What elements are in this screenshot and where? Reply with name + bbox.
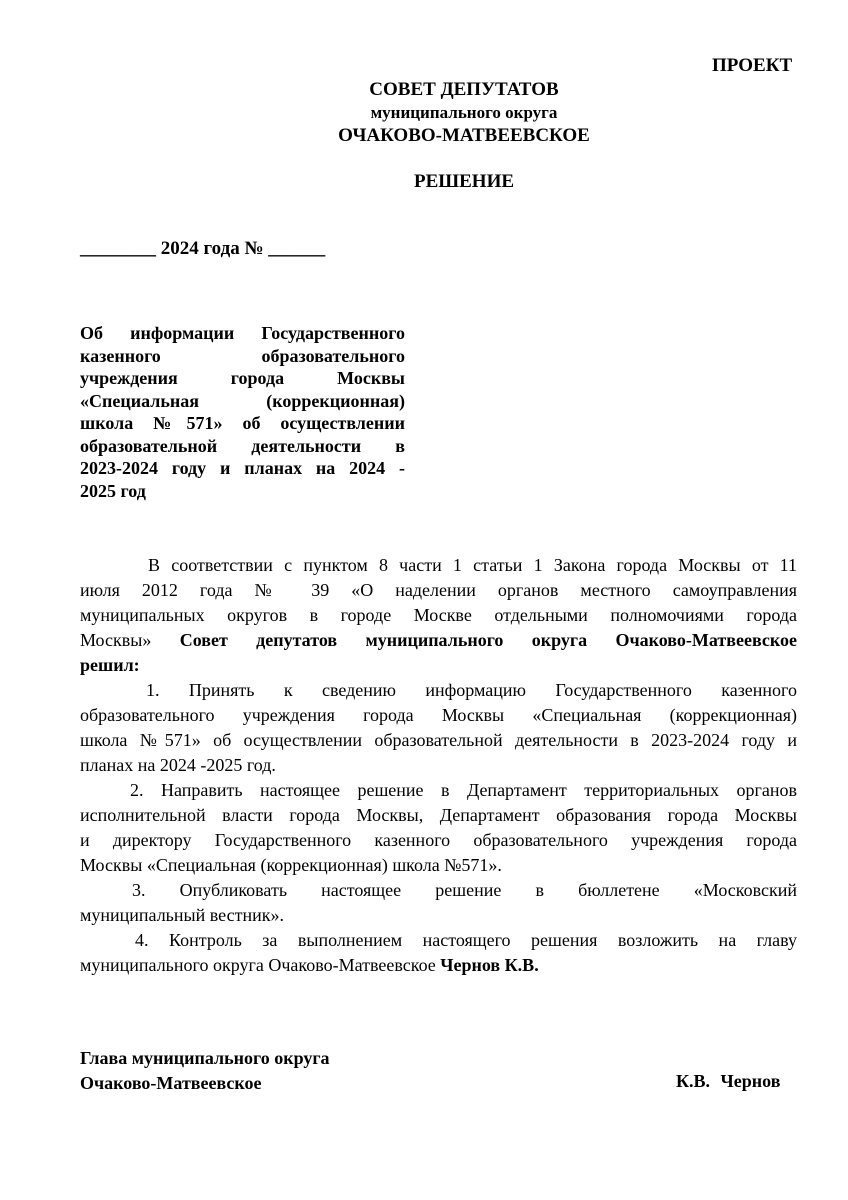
signature-title: Глава муниципального округа Очаково-Матвеевское — [80, 1048, 330, 1093]
date-number-line: ________ 2024 года № ______ — [80, 238, 326, 259]
decision-subject — [80, 322, 405, 502]
subject-line: «Специальная (коррекционная) — [80, 390, 405, 411]
subject-line: школа №571» об осуществлении — [80, 413, 405, 433]
document-header — [0, 78, 848, 148]
district-subtitle: муниципального округа — [370, 103, 558, 122]
subject-line: учреждения города Москвы — [80, 368, 405, 388]
item-3: 3. Опубликовать настоящее решение в бюллетене «Московский муниципальный вестник». — [80, 880, 797, 925]
decision-title: РЕШЕНИЕ — [413, 171, 515, 192]
district-name: ОЧАКОВО-МАТВЕЕВСКОЕ — [338, 125, 590, 146]
council-title: СОВЕТ ДЕПУТАТОВ — [369, 79, 559, 100]
subject-line: 2025 год — [80, 480, 146, 501]
preamble-paragraph: В соответствии с пунктом 8 части 1 статьи 1 Закона города Москвы от 11 июля 2012 года № 39 «О наделении органов местного самоуправления муниципальных округов в городе Москве отдельными полномочиями города Москвы» Совет депутатов муниципального округа Очаково-Матвеевское решил: — [80, 555, 797, 675]
item-2: 2. Направить настоящее решение в Департамент территориальных органов исполнительной власти города Москвы, Департамент образования города Москвы и директору Государственного казенного образовательного учреждения города Москвы «Специальная (коррекционная) школа №571». — [80, 780, 797, 875]
subject-line: Об информации Государственного — [80, 323, 405, 343]
decision-body — [80, 553, 797, 978]
subject-line: образовательной деятельности в — [80, 435, 405, 456]
item-4: 4. Контроль за выполнением настоящего решения возложить на главу муниципального округа Очаково-Матвеевское Чернов К.В. — [80, 930, 797, 975]
signature-name: К.В. Чернов — [676, 1071, 781, 1091]
item-1: 1. Принять к сведению информацию Государственного казенного образовательного учреждения города Москвы «Специальная (коррекционная) школа №571» об осуществлении образовательной деятельности в 2023-2024 году и планах на 2024 -2025 год. — [80, 680, 797, 775]
subject-line: казенного образовательного — [80, 345, 405, 366]
draft-label: ПРОЕКТ — [712, 55, 793, 76]
subject-line: 2023-2024 году и планах на 2024 - — [80, 458, 405, 478]
